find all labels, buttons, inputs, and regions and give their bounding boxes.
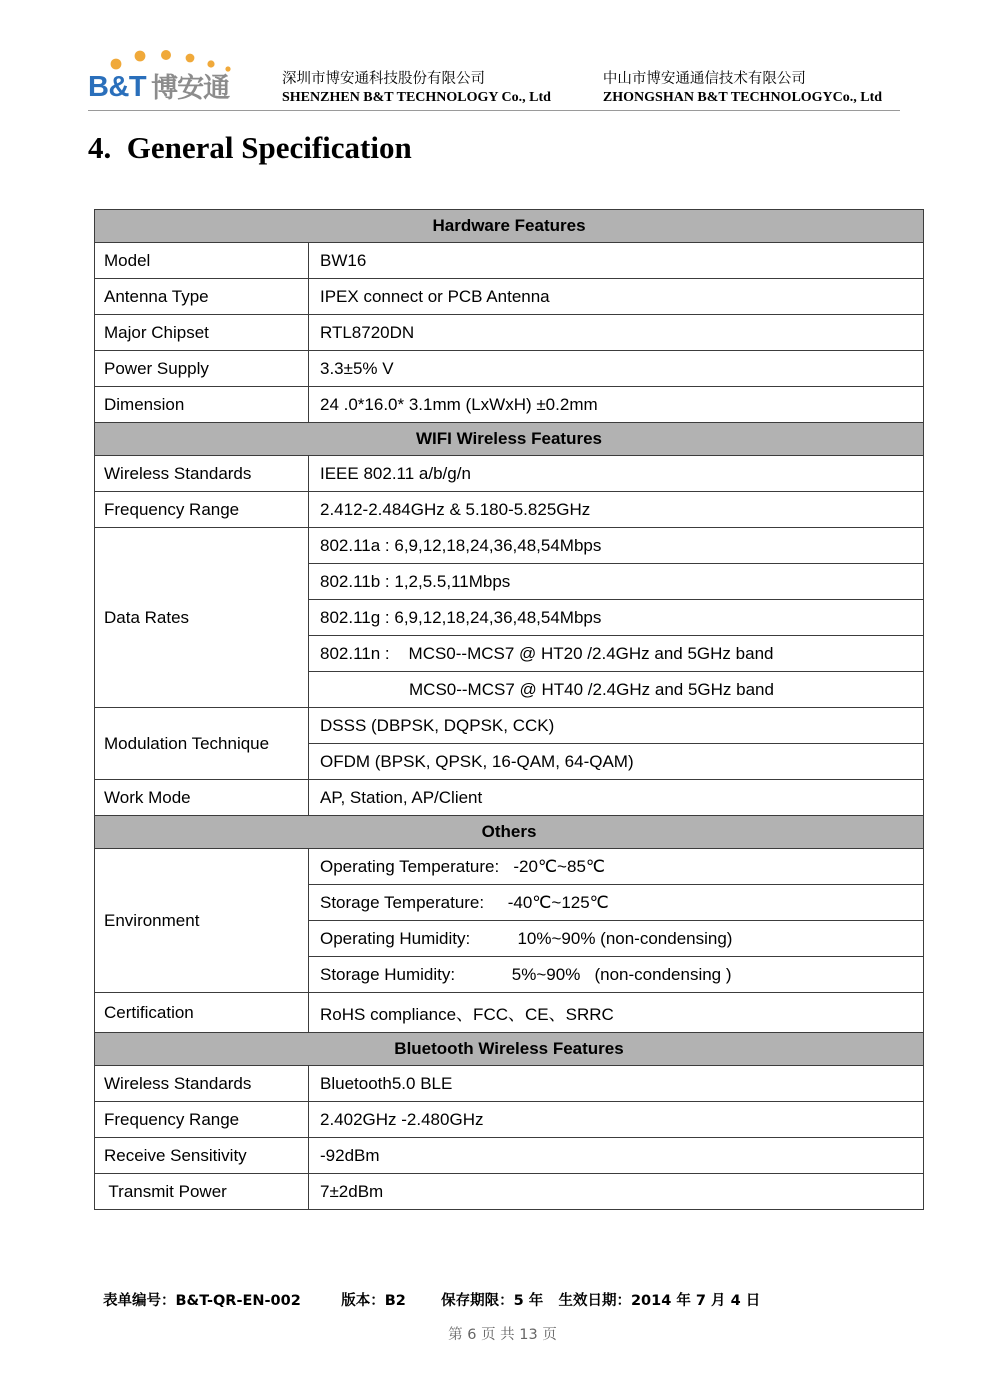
logo-brand-cn: 博安通 — [151, 73, 230, 104]
section-title-bluetooth: Bluetooth Wireless Features — [95, 1033, 924, 1066]
row-value-storage-temperature: Storage Temperature: -40℃~125℃ — [309, 885, 924, 921]
general-specification-table — [94, 209, 924, 1210]
row-label-model: Model — [95, 243, 309, 279]
row-value-wifi-frequency-range: 2.412-2.484GHz & 5.180-5.825GHz — [309, 492, 924, 528]
table-row — [95, 1102, 924, 1138]
row-label-receive-sensitivity: Receive Sensitivity — [95, 1138, 309, 1174]
table-row — [95, 492, 924, 528]
row-value-operating-temperature: Operating Temperature: -20℃~85℃ — [309, 849, 924, 885]
section-title-wifi: WIFI Wireless Features — [95, 423, 924, 456]
row-value-certification: RoHS compliance、FCC、CE、SRRC — [309, 993, 924, 1033]
company-shenzhen-en: SHENZHEN B&T TECHNOLOGY Co., Ltd — [282, 89, 551, 105]
table-row — [95, 849, 924, 885]
row-value-data-rates-80211n-ht20: 802.11n : MCS0--MCS7 @ HT20 /2.4GHz and 5GHz band — [309, 636, 924, 672]
row-value-storage-humidity: Storage Humidity: 5%~90% (non-condensing ) — [309, 957, 924, 993]
row-label-antenna-type: Antenna Type — [95, 279, 309, 315]
company-zhongshan — [551, 71, 882, 106]
table-row — [95, 279, 924, 315]
table-row — [95, 1174, 924, 1210]
footer-form-info-text: 表单编号：B&T-QR-EN-002 版本：B2 保存期限：5 年 生效日期：2014 年 7 月 4 日 — [103, 1293, 761, 1309]
row-value-modulation-dsss: DSSS (DBPSK, DQPSK, CCK) — [309, 708, 924, 744]
letterhead — [88, 44, 902, 106]
company-zhongshan-cn: 中山市博安通通信技术有限公司 — [602, 71, 806, 88]
table-row — [95, 456, 924, 492]
row-value-antenna-type: IPEX connect or PCB Antenna — [309, 279, 924, 315]
row-label-dimension: Dimension — [95, 387, 309, 423]
company-zhongshan-en: ZHONGSHAN B&T TECHNOLOGYCo., Ltd — [602, 89, 883, 105]
row-value-power-supply: 3.3±5% V — [309, 351, 924, 387]
row-value-data-rates-80211b: 802.11b : 1,2,5.5,11Mbps — [309, 564, 924, 600]
row-value-operating-humidity: Operating Humidity: 10%~90% (non-condensing) — [309, 921, 924, 957]
logo-brand-text: B&T — [88, 71, 147, 103]
table-row — [95, 993, 924, 1033]
company-shenzhen-cn: 深圳市博安通科技股份有限公司 — [282, 71, 485, 88]
row-label-major-chipset: Major Chipset — [95, 315, 309, 351]
row-value-transmit-power: 7±2dBm — [309, 1174, 924, 1210]
row-label-power-supply: Power Supply — [95, 351, 309, 387]
row-value-dimension: 24 .0*16.0* 3.1mm (LxWxH) ±0.2mm — [309, 387, 924, 423]
table-row — [95, 708, 924, 744]
row-value-data-rates-80211a: 802.11a : 6,9,12,18,24,36,48,54Mbps — [309, 528, 924, 564]
row-label-data-rates: Data Rates — [95, 528, 309, 708]
row-value-major-chipset: RTL8720DN — [309, 315, 924, 351]
table-row — [95, 243, 924, 279]
row-value-data-rates-80211n-ht40: MCS0--MCS7 @ HT40 /2.4GHz and 5GHz band — [309, 672, 924, 708]
row-value-work-mode: AP, Station, AP/Client — [309, 780, 924, 816]
row-value-modulation-ofdm: OFDM (BPSK, QPSK, 16-QAM, 64-QAM) — [309, 744, 924, 780]
row-label-wifi-wireless-standards: Wireless Standards — [95, 456, 309, 492]
row-label-transmit-power: Transmit Power — [95, 1174, 309, 1210]
row-label-work-mode: Work Mode — [95, 780, 309, 816]
row-label-modulation-technique: Modulation Technique — [95, 708, 309, 780]
table-row — [95, 528, 924, 564]
footer-page-number-text: 第 6 页 共 13 页 — [448, 1327, 557, 1343]
section-header-row — [95, 210, 924, 243]
logo-dots-icon — [98, 50, 238, 72]
company-shenzhen — [260, 71, 551, 106]
table-row — [95, 315, 924, 351]
section-title-others: Others — [95, 816, 924, 849]
row-label-certification: Certification — [95, 993, 309, 1033]
row-label-bt-wireless-standards: Wireless Standards — [95, 1066, 309, 1102]
row-value-data-rates-80211g: 802.11g : 6,9,12,18,24,36,48,54Mbps — [309, 600, 924, 636]
table-row — [95, 1066, 924, 1102]
section-header-row — [95, 1033, 924, 1066]
section-header-row — [95, 423, 924, 456]
row-label-wifi-frequency-range: Frequency Range — [95, 492, 309, 528]
table-row — [95, 1138, 924, 1174]
row-label-environment: Environment — [95, 849, 309, 993]
row-value-bt-frequency-range: 2.402GHz -2.480GHz — [309, 1102, 924, 1138]
footer-page-number — [0, 1306, 990, 1361]
section-header-row — [95, 816, 924, 849]
section-title-hardware: Hardware Features — [95, 210, 924, 243]
page-title: 4. General Specification — [88, 130, 412, 165]
row-value-model: BW16 — [309, 243, 924, 279]
header-divider — [88, 110, 900, 111]
company-logo — [88, 48, 260, 106]
row-value-bt-wireless-standards: Bluetooth5.0 BLE — [309, 1066, 924, 1102]
table-row — [95, 387, 924, 423]
table-row — [95, 351, 924, 387]
table-row — [95, 780, 924, 816]
row-value-receive-sensitivity: -92dBm — [309, 1138, 924, 1174]
row-label-bt-frequency-range: Frequency Range — [95, 1102, 309, 1138]
row-value-wifi-wireless-standards: IEEE 802.11 a/b/g/n — [309, 456, 924, 492]
